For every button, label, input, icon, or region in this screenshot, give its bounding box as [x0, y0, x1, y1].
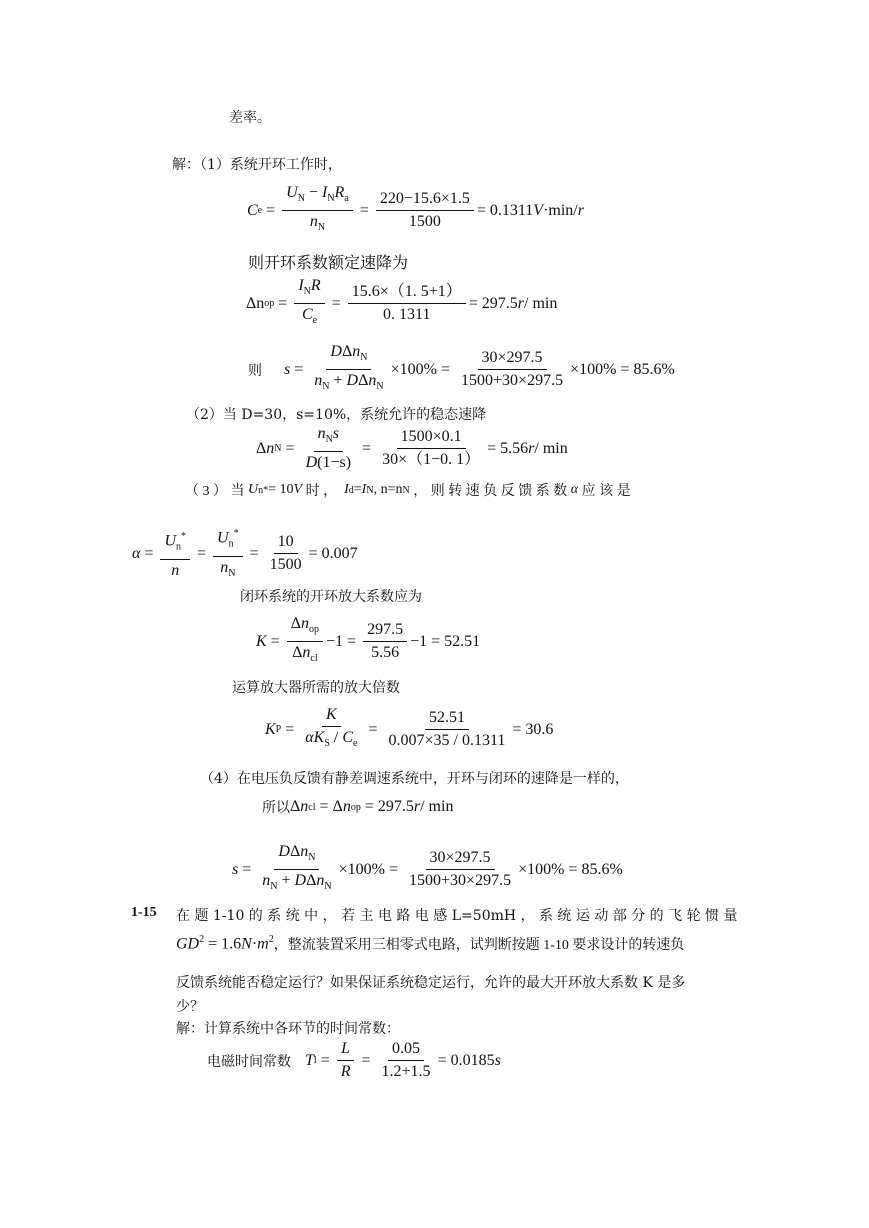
problem-text-line4: 少？ — [176, 999, 204, 1015]
alpha-fraction-2: $\frac{U_n^*}{n_N}$ — [213, 525, 243, 583]
dncl-equation: 所以 Δ n cl = Δ n op = 297.5 r / min — [262, 798, 454, 816]
slip2-fraction-symbolic: $\frac{D\Delta n_N}{n_N + D\Delta n_N}$ — [262, 843, 332, 893]
alpha-result: = 0.007 — [308, 544, 358, 562]
slip-prefix: 则 — [248, 363, 262, 379]
kp-fraction-symbolic: $\frac{K}{\alpha K_S / C_e}$ — [305, 706, 358, 750]
solution-part2-heading: （2）当 D=30，s=10%，系统允许的稳态速降 — [186, 407, 487, 423]
alpha-equation: α = $\frac{U_n^*}{n}$ = $\frac{U_n^*}{n_N}$ = $\frac{10}{1500}$ = 0.007 — [132, 525, 358, 583]
alpha-fraction-1: $\frac{U_n^*}{n}$ — [160, 528, 190, 580]
closed-loop-gain-heading: 闭环系统的开环放大系数应为 — [240, 589, 422, 605]
slip-equation-2: s = $\frac{D\Delta n_N}{n_N + D\Delta n_N}$ ×100% = $\frac{30\times 297.5}{1500+30\times 297.5}$ ×100% = 85.6% — [232, 843, 623, 896]
dnop-result: = 297.5 — [468, 294, 518, 312]
kp-equation: K P = $\frac{K}{\alpha K_S / C_e}$ = $\frac{52.51}{0.007\times 35 / 0.1311}$ = 30.6 — [265, 706, 553, 753]
k-fraction-numeric: $\frac{297.5}{5.56}$ — [363, 621, 407, 662]
ce-result: = 0.1311 — [476, 201, 534, 219]
dnn-result: = 5.56 — [487, 439, 529, 457]
problem-text-line1: 在 题 1-10 的 系 统 中 ， 若 主 电 路 电 感 L=50mH ， 系 统 运 动 部 分 的 飞 轮 惯 量 — [176, 908, 738, 924]
tl-fraction-numeric: $\frac{0.05}{1.2+1.5}$ — [381, 1040, 431, 1080]
kp-fraction-numeric: $\frac{52.51}{0.007\times 35 / 0.1311}$ — [388, 709, 506, 750]
problem-text-line2: $GD^2 = 1.6N\cdot m^2$ ，整流装置采用三相零式电路，试判断按题 1-10 要求设计的转速负 — [176, 934, 685, 953]
ce-fraction-numeric: $\frac{220-15.6\times 1.5}{1500}$ — [376, 190, 474, 231]
problem-solution-heading: 解：计算系统中各环节的时间常数： — [176, 1021, 400, 1037]
alpha-fraction-numeric: $\frac{10}{1500}$ — [269, 533, 302, 574]
dnn-equation: Δ n N = $\frac{n_Ns}{D(1-s)}$ = $\frac{1500\times 0.1}{30\times(1-0. 1)}$ = 5.56 r / min — [256, 425, 568, 472]
ce-equation: C e = $\frac{U_N - I_NR_a}{n_N}$ = $\frac{220-15.6\times 1.5}{1500}$ = 0.1311 V ·min/ r — [247, 184, 584, 237]
solution-part1-heading: 解：（1）系统开环工作时， — [172, 157, 342, 173]
k-result: −1 = 52.51 — [410, 632, 481, 650]
ce-fraction-symbolic: $\frac{U_N - I_NR_a}{n_N}$ — [282, 184, 353, 237]
dncl-prefix: 所以 — [262, 801, 290, 816]
k-fraction-symbolic: $\frac{\Delta n_{op}}{\Delta n_{cl}}$ — [287, 615, 323, 668]
kp-result: = 30.6 — [512, 720, 554, 738]
slip-equation-1: 则 s = $\frac{D\Delta n_N}{n_N + D\Delta n_N}$ ×100% = $\frac{30\times 297.5}{1500+30\times 297.5}$ ×100% = 85.6% — [248, 343, 675, 396]
dnop-fraction-numeric: $\frac{15.6\times(1. 5+1)}{0. 1311}$ — [348, 283, 466, 324]
slip2-fraction-numeric: $\frac{30\times 297.5}{1500+30\times 297.5}$ — [409, 849, 512, 890]
open-loop-drop-heading: 则开环系数额定速降为 — [248, 253, 409, 272]
tl-result: = 0.0185 — [437, 1051, 495, 1069]
dncl-result: = 297.5 — [364, 798, 414, 815]
tl-equation: 电磁时间常数 T l = $\frac{L}{R}$ = $\frac{0.05}{1.2+1.5}$ = 0.0185 s — [207, 1040, 501, 1080]
dnn-fraction-symbolic: $\frac{n_Ns}{D(1-s)}$ — [305, 425, 352, 472]
problem-number: 1-15 — [131, 905, 157, 920]
amplifier-gain-heading: 运算放大器所需的放大倍数 — [232, 680, 400, 696]
dnn-fraction-numeric: $\frac{1500\times 0.1}{30\times(1-0. 1)}$ — [382, 428, 481, 469]
tl-label: 电磁时间常数 — [207, 1054, 291, 1070]
problem-text-line3: 反馈系统能否稳定运行？如果保证系统稳定运行，允许的最大开环放大系数 K 是多 — [176, 975, 686, 991]
dnop-equation: Δn op = $\frac{I_NR}{C_e}$ = $\frac{15.6\times(1. 5+1)}{0. 1311}$ = 297.5 r / min — [246, 277, 557, 330]
solution-part4-heading: （4）在电压负反馈有静差调速系统中，开环与闭环的速降是一样的， — [200, 771, 629, 787]
slip1-fraction-numeric: $\frac{30\times 297.5}{1500+30\times 297.5}$ — [461, 349, 564, 390]
slip1-result: ×100% = 85.6% — [570, 360, 675, 378]
dnop-fraction-symbolic: $\frac{I_NR}{C_e}$ — [294, 277, 324, 330]
solution-part3-heading: （ 3 ） 当 U n * = 10 V 时 ， I d = I N , n=n N ， 则 转 速 负 反 馈 系 数 α 应 该 是 — [185, 482, 631, 499]
k-equation: K = $\frac{\Delta n_{op}}{\Delta n_{cl}}$ −1 = $\frac{297.5}{5.56}$ −1 = 52.51 — [256, 615, 480, 668]
slip1-fraction-symbolic: $\frac{D\Delta n_N}{n_N + D\Delta n_N}$ — [314, 343, 384, 393]
intro-text: 差率。 — [229, 110, 271, 126]
slip2-result: ×100% = 85.6% — [518, 860, 623, 878]
tl-fraction-symbolic: $\frac{L}{R}$ — [337, 1040, 355, 1081]
